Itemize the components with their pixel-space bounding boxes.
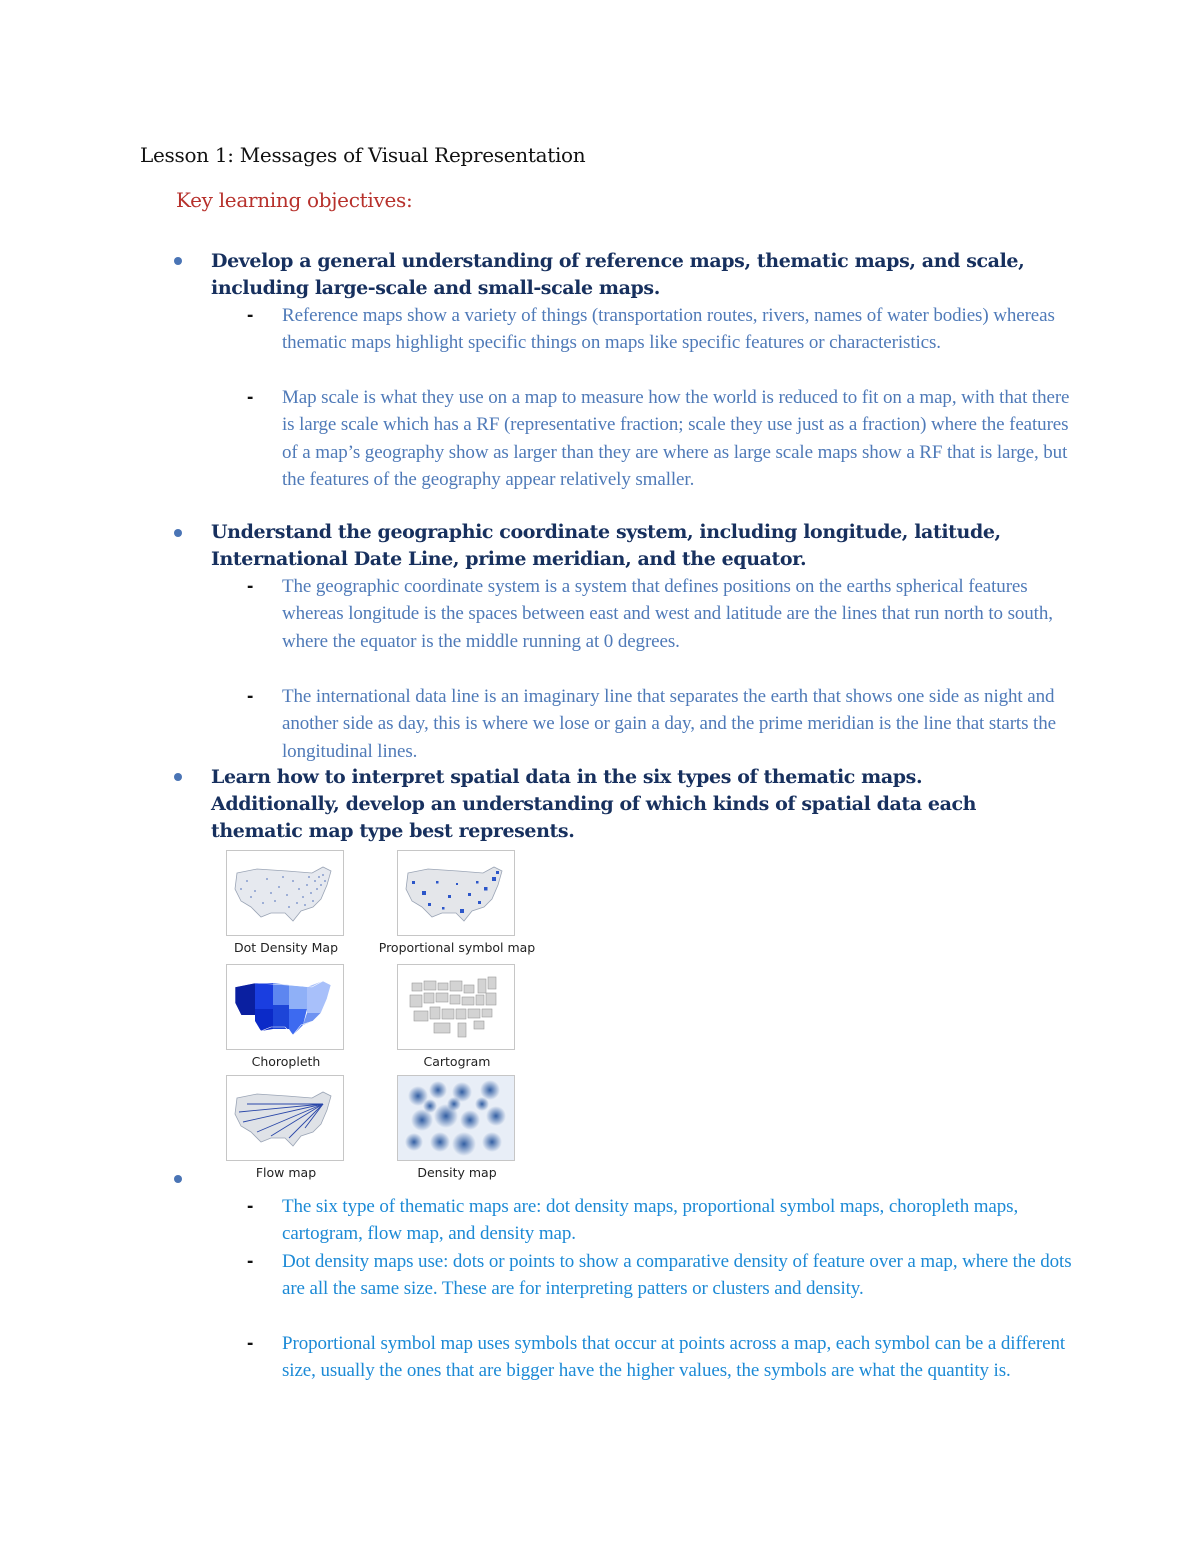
caption-choropleth: Choropleth xyxy=(251,1054,321,1069)
dash-icon: - xyxy=(247,686,254,707)
dash-icon: - xyxy=(247,576,254,597)
thematic-maps-figure xyxy=(214,843,552,1185)
choropleth-map-thumbnail xyxy=(226,964,344,1050)
density-map-thumbnail xyxy=(397,1075,515,1161)
dash-icon: - xyxy=(247,1251,254,1272)
bullet-dot-icon xyxy=(174,1175,182,1183)
key-objectives-heading: Key learning objectives: xyxy=(176,188,413,212)
objective-1: Develop a general understanding of reference maps, thematic maps, and scale, including large-scale and small-scale maps. xyxy=(211,250,1025,299)
caption-cartogram: Cartogram xyxy=(423,1054,491,1069)
objective-3: Learn how to interpret spatial data in the six types of thematic maps. Additionally, develop an understanding of which kinds of spatial data each thematic map type best represents. xyxy=(211,766,977,842)
flow-map-thumbnail xyxy=(226,1075,344,1161)
caption-proportional-symbol: Proportional symbol map xyxy=(378,940,536,955)
lesson-title: Lesson 1: Messages of Visual Representation xyxy=(140,143,586,167)
objective-2-note-2: The international data line is an imaginary line that separates the earth that shows one side as night and another side as day, this is where we lose or gain a day, and the prime meridian is the line that starts the longitudinal lines. xyxy=(282,686,1056,762)
caption-density-map: Density map xyxy=(417,1165,497,1180)
cartogram-map-thumbnail xyxy=(397,964,515,1050)
bullet-dot-icon xyxy=(174,529,182,537)
dash-icon: - xyxy=(247,1196,254,1217)
final-note-3: Proportional symbol map uses symbols that occur at points across a map, each symbol can be a different size, usually the ones that are bigger have the higher values, the symbols are what the quantity is. xyxy=(282,1333,1066,1382)
dash-icon: - xyxy=(247,387,254,408)
final-note-1: The six type of thematic maps are: dot density maps, proportional symbol maps, choropleth maps, cartogram, flow map, and density map. xyxy=(282,1196,1019,1245)
dot-density-map-thumbnail xyxy=(226,850,344,936)
dash-icon: - xyxy=(247,305,254,326)
bullet-dot-icon xyxy=(174,257,182,265)
caption-dot-density: Dot Density Map xyxy=(233,940,339,955)
objective-2-note-1: The geographic coordinate system is a system that defines positions on the earths spherical features whereas longitude is the spaces between east and west and latitude are the lines that run north to south, where the equator is the middle running at 0 degrees. xyxy=(282,576,1053,652)
caption-flow-map: Flow map xyxy=(255,1165,317,1180)
dash-icon: - xyxy=(247,1333,254,1354)
final-note-2: Dot density maps use: dots or points to show a comparative density of feature over a map, where the dots are all the same size. These are for interpreting patters or clusters and density. xyxy=(282,1251,1072,1300)
objective-1-note-2: Map scale is what they use on a map to measure how the world is reduced to fit on a map, with that there is large scale which has a RF (representative fraction; scale they use just as a fraction) where the features of a map’s geography show as larger than they are where as large scale maps show a RF that is large, but the features of the geography appear relatively smaller. xyxy=(282,387,1070,490)
objective-1-note-1: Reference maps show a variety of things (transportation routes, rivers, names of water bodies) whereas thematic maps highlight specific things on maps like specific features or characteristics. xyxy=(282,305,1055,354)
bullet-dot-icon xyxy=(174,773,182,781)
proportional-symbol-map-thumbnail xyxy=(397,850,515,936)
objective-2: Understand the geographic coordinate system, including longitude, latitude, International Date Line, prime meridian, and the equator. xyxy=(211,521,1001,570)
